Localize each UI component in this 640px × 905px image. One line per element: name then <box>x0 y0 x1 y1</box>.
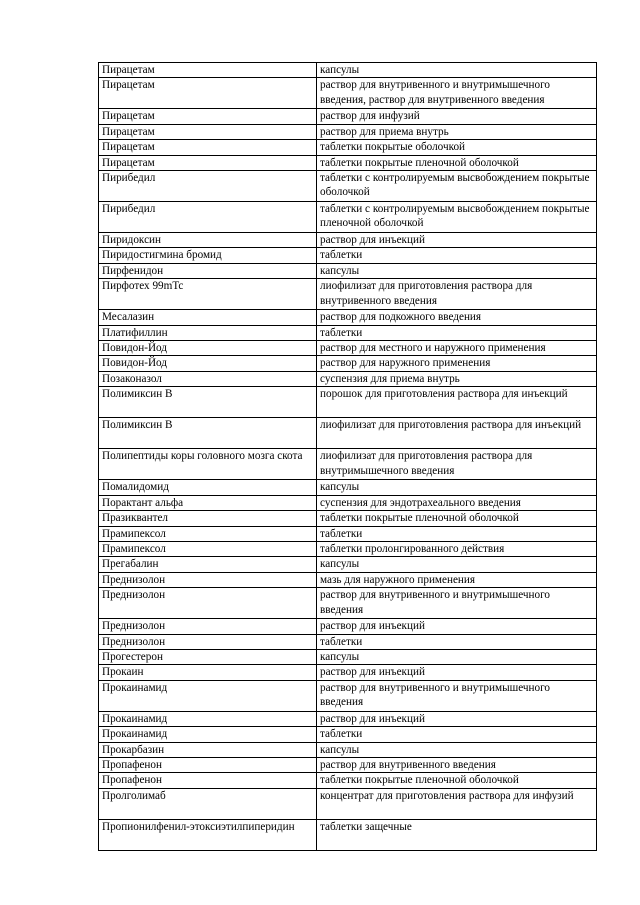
dosage-form-cell: раствор для инъекций <box>317 711 597 726</box>
table-row <box>99 649 597 664</box>
table-row <box>99 341 597 356</box>
table-row <box>99 155 597 170</box>
drug-name-cell: Прамипексол <box>99 526 317 541</box>
dosage-form-cell: капсулы <box>317 263 597 278</box>
table-row <box>99 418 597 449</box>
table-row <box>99 819 597 850</box>
table-row <box>99 511 597 526</box>
dosage-form-cell: таблетки <box>317 248 597 263</box>
table-row <box>99 202 597 233</box>
dosage-form-cell: раствор для подкожного введения <box>317 310 597 325</box>
table-row <box>99 263 597 278</box>
drug-name-cell: Пропафенон <box>99 773 317 788</box>
dosage-form-cell: мазь для наружного применения <box>317 572 597 587</box>
drug-name-cell: Пирацетам <box>99 140 317 155</box>
dosage-form-cell: раствор для внутривенного и внутримышечного введения <box>317 680 597 711</box>
drug-name-cell: Порактант альфа <box>99 495 317 510</box>
drug-name-cell: Месалазин <box>99 310 317 325</box>
table-row <box>99 140 597 155</box>
drug-name-cell: Прокарбазин <box>99 742 317 757</box>
table-row <box>99 788 597 819</box>
drug-name-cell: Пирацетам <box>99 63 317 78</box>
table-row <box>99 557 597 572</box>
table-row <box>99 495 597 510</box>
dosage-form-cell: капсулы <box>317 742 597 757</box>
table-row <box>99 773 597 788</box>
table-row <box>99 387 597 418</box>
drug-name-cell: Полимиксин В <box>99 387 317 418</box>
table-row <box>99 124 597 139</box>
dosage-form-cell: таблетки покрытые пленочной оболочкой <box>317 511 597 526</box>
table-row <box>99 233 597 248</box>
drug-name-cell: Полимиксин В <box>99 418 317 449</box>
dosage-form-cell: суспензия для приема внутрь <box>317 371 597 386</box>
dosage-form-cell: таблетки защечные <box>317 819 597 850</box>
drug-name-cell: Пирфотех 99mTc <box>99 279 317 310</box>
drug-name-cell: Прогестерон <box>99 649 317 664</box>
dosage-form-cell: таблетки пролонгированного действия <box>317 541 597 556</box>
table-row <box>99 588 597 619</box>
drug-name-cell: Пирацетам <box>99 78 317 109</box>
drug-name-cell: Полипептиды коры головного мозга скота <box>99 449 317 480</box>
drug-name-cell: Пролголимаб <box>99 788 317 819</box>
drug-name-cell: Преднизолон <box>99 572 317 587</box>
drug-name-cell: Повидон-Йод <box>99 356 317 371</box>
dosage-form-cell: таблетки <box>317 727 597 742</box>
dosage-form-cell: раствор для приема внутрь <box>317 124 597 139</box>
table-row <box>99 78 597 109</box>
table-row <box>99 757 597 772</box>
dosage-form-cell: раствор для внутривенного введения <box>317 757 597 772</box>
dosage-form-cell: капсулы <box>317 649 597 664</box>
drug-name-cell: Позаконазол <box>99 371 317 386</box>
drug-name-cell: Пирацетам <box>99 109 317 124</box>
table-row <box>99 171 597 202</box>
dosage-form-cell: таблетки с контролируемым высвобождением покрытые пленочной оболочкой <box>317 202 597 233</box>
table-row <box>99 279 597 310</box>
drug-name-cell: Платифиллин <box>99 325 317 340</box>
table-row <box>99 711 597 726</box>
drug-name-cell: Прегабалин <box>99 557 317 572</box>
table-row <box>99 371 597 386</box>
dosage-form-cell: раствор для инъекций <box>317 665 597 680</box>
drug-name-cell: Помалидомид <box>99 480 317 495</box>
dosage-form-cell: раствор для внутривенного и внутримышечного введения, раствор для внутривенного введения <box>317 78 597 109</box>
dosage-form-cell: раствор для инфузий <box>317 109 597 124</box>
drug-name-cell: Преднизолон <box>99 634 317 649</box>
dosage-form-cell: лиофилизат для приготовления раствора для внутривенного введения <box>317 279 597 310</box>
drug-name-cell: Преднизолон <box>99 619 317 634</box>
table-row <box>99 248 597 263</box>
dosage-form-cell: таблетки <box>317 526 597 541</box>
table-row <box>99 634 597 649</box>
table-row <box>99 325 597 340</box>
table-row <box>99 619 597 634</box>
table-row <box>99 541 597 556</box>
drug-name-cell: Повидон-Йод <box>99 341 317 356</box>
drug-name-cell: Прокаинамид <box>99 711 317 726</box>
dosage-form-cell: капсулы <box>317 557 597 572</box>
dosage-form-cell: таблетки покрытые пленочной оболочкой <box>317 155 597 170</box>
table-row <box>99 665 597 680</box>
table-row <box>99 356 597 371</box>
drug-name-cell: Пирацетам <box>99 124 317 139</box>
drug-name-cell: Прокаинамид <box>99 727 317 742</box>
drug-name-cell: Пирибедил <box>99 171 317 202</box>
table-row <box>99 680 597 711</box>
table-row <box>99 310 597 325</box>
drug-name-cell: Празиквантел <box>99 511 317 526</box>
dosage-form-cell: раствор для инъекций <box>317 233 597 248</box>
drug-forms-table <box>98 62 597 851</box>
dosage-form-cell: таблетки покрытые пленочной оболочкой <box>317 773 597 788</box>
dosage-form-cell: концентрат для приготовления раствора для инфузий <box>317 788 597 819</box>
table-row <box>99 526 597 541</box>
dosage-form-cell: порошок для приготовления раствора для инъекций <box>317 387 597 418</box>
drug-name-cell: Преднизолон <box>99 588 317 619</box>
table-row <box>99 63 597 78</box>
dosage-form-cell: таблетки <box>317 325 597 340</box>
dosage-form-cell: капсулы <box>317 63 597 78</box>
drug-name-cell: Пропионилфенил-этоксиэтилпиперидин <box>99 819 317 850</box>
dosage-form-cell: раствор для внутривенного и внутримышечного введения <box>317 588 597 619</box>
dosage-form-cell: раствор для наружного применения <box>317 356 597 371</box>
drug-name-cell: Пиридоксин <box>99 233 317 248</box>
dosage-form-cell: таблетки с контролируемым высвобождением покрытые оболочкой <box>317 171 597 202</box>
dosage-form-cell: капсулы <box>317 480 597 495</box>
dosage-form-cell: суспензия для эндотрахеального введения <box>317 495 597 510</box>
drug-name-cell: Пропафенон <box>99 757 317 772</box>
dosage-form-cell: таблетки покрытые оболочкой <box>317 140 597 155</box>
dosage-form-cell: лиофилизат для приготовления раствора для внутримышечного введения <box>317 449 597 480</box>
drug-name-cell: Прокаинамид <box>99 680 317 711</box>
drug-name-cell: Пирибедил <box>99 202 317 233</box>
drug-name-cell: Пирацетам <box>99 155 317 170</box>
drug-name-cell: Прокаин <box>99 665 317 680</box>
table-row <box>99 727 597 742</box>
table-row <box>99 449 597 480</box>
dosage-form-cell: раствор для местного и наружного применения <box>317 341 597 356</box>
table-row <box>99 572 597 587</box>
table-row <box>99 109 597 124</box>
drug-name-cell: Прамипексол <box>99 541 317 556</box>
dosage-form-cell: таблетки <box>317 634 597 649</box>
table-row <box>99 742 597 757</box>
drug-name-cell: Пирфенидон <box>99 263 317 278</box>
dosage-form-cell: лиофилизат для приготовления раствора для инъекций <box>317 418 597 449</box>
dosage-form-cell: раствор для инъекций <box>317 619 597 634</box>
table-row <box>99 480 597 495</box>
drug-name-cell: Пиридостигмина бромид <box>99 248 317 263</box>
